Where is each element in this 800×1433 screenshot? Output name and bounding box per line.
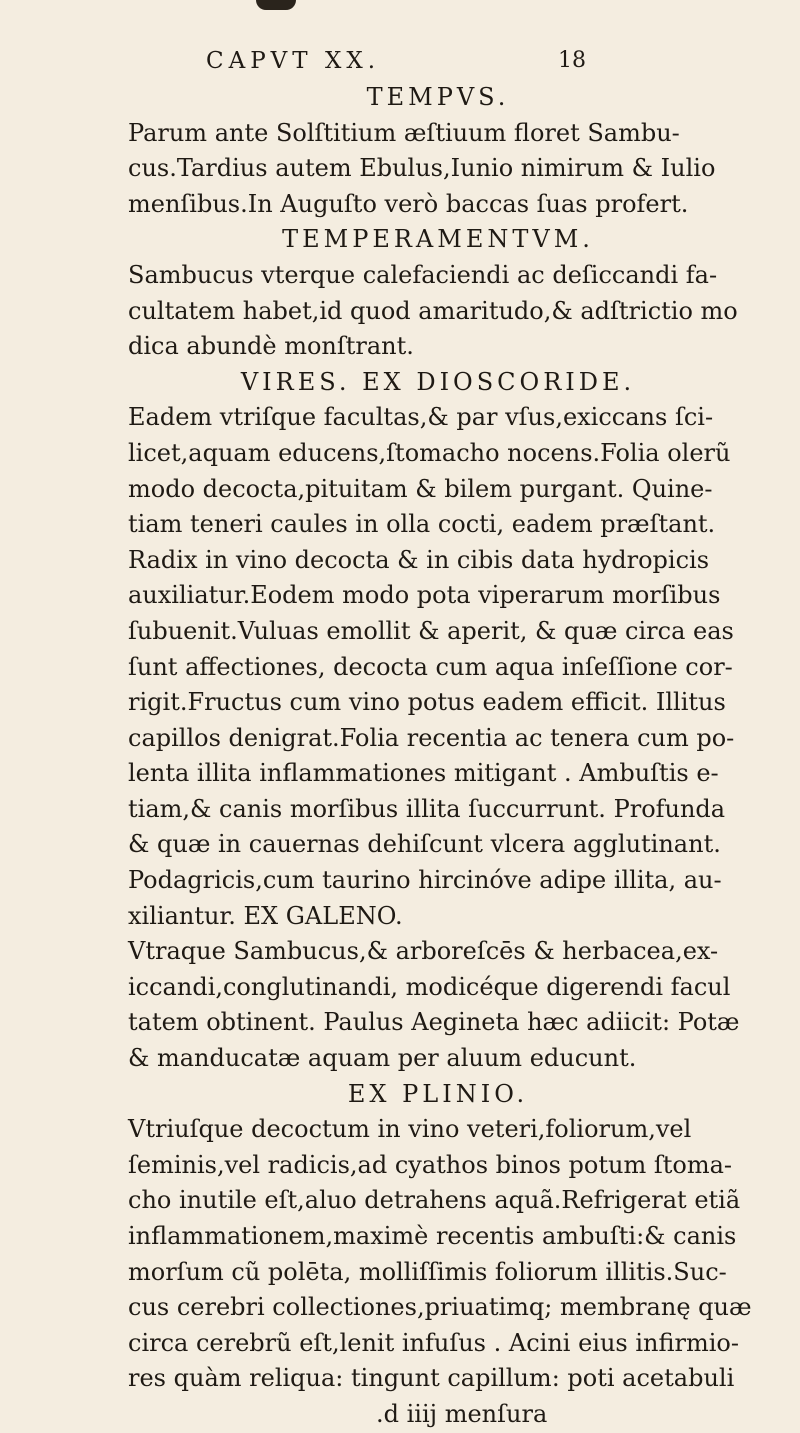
text-line: xiliantur. EX GALENO. bbox=[128, 901, 403, 930]
text-line: ſunt affectiones, decocta cum aqua inſeſſione cor- bbox=[128, 652, 733, 681]
page-text bbox=[128, 80, 752, 1433]
text-line: auxiliatur.Eodem modo pota viperarum morſibus bbox=[128, 581, 721, 610]
text-line: Vtriuſque decoctum in vino veteri,foliorum,vel bbox=[128, 1115, 692, 1144]
text-line: tatem obtinent. Paulus Aegineta hæc adiicit: Potæ bbox=[128, 1008, 740, 1037]
text-line: cho inutile eſt,aluo detrahens aquã.Refrigerat etiã bbox=[128, 1186, 741, 1215]
text-line: ſeminis,vel radicis,ad cyathos binos potum ſtoma- bbox=[128, 1150, 732, 1179]
text-line: Podagricis,cum taurino hircinóve adipe illita, au- bbox=[128, 866, 722, 895]
text-line: circa cerebrũ eſt,lenit infuſus . Acini eius infirmio- bbox=[128, 1328, 739, 1357]
text-line: capillos denigrat.Folia recentia ac tenera cum po- bbox=[128, 723, 735, 752]
text-line: & manducatæ aquam per aluum educunt. bbox=[128, 1044, 637, 1073]
text-line: rigit.Fructus cum vino potus eadem efficit. Illitus bbox=[128, 688, 726, 717]
text-line: cus.Tardius autem Ebulus,Iunio nimirum & Iulio bbox=[128, 154, 716, 183]
text-line: menſibus.In Auguſto verò baccas ſuas profert. bbox=[128, 189, 689, 218]
text-line: Eadem vtriſque facultas,& par vſus,exiccans ſci- bbox=[128, 403, 714, 432]
text-line: cultatem habet,id quod amaritudo,& adſtrictio mo bbox=[128, 296, 738, 325]
page-number: 18 bbox=[558, 48, 586, 73]
signature-catchword: .d iiij menſura bbox=[376, 1399, 548, 1428]
text-line: Sambucus vterque calefaciendi ac deſiccandi fa- bbox=[128, 260, 718, 289]
text-line: inflammationem,maximè recentis ambuſti:& canis bbox=[128, 1222, 737, 1250]
text-line: cus cerebri collectiones,priuatimq; membranę quæ bbox=[128, 1293, 752, 1322]
headpiece-ornament bbox=[256, 0, 296, 10]
section-heading: TEMPERAMENTVM. bbox=[282, 225, 594, 254]
text-line: modo decocta,pituitam & bilem purgant. Quine- bbox=[128, 474, 713, 503]
text-line: tiam teneri caules in olla cocti, eadem præſtant. bbox=[128, 510, 716, 539]
text-line: Parum ante Solſtitium æſtiuum floret Sambu- bbox=[128, 118, 680, 147]
section-heading: TEMPVS. bbox=[366, 83, 510, 111]
text-line: iccandi,conglutinandi, modicéque digerendi facul bbox=[128, 972, 731, 1001]
section-heading: VIRES. EX DIOSCORIDE. bbox=[240, 367, 636, 396]
text-line: morſum cũ polēta, molliſſimis foliorum illitis.Suc- bbox=[128, 1257, 727, 1286]
chapter-title: CAPVT XX. bbox=[206, 48, 381, 74]
text-line: & quæ in cauernas dehiſcunt vlcera agglutinant. bbox=[128, 830, 721, 859]
text-line: dica abundè monſtrant. bbox=[128, 332, 414, 361]
text-line: licet,aquam educens,ſtomacho nocens.Folia olerũ bbox=[128, 438, 731, 467]
text-line: res quàm reliqua: tingunt capillum: poti acetabuli bbox=[128, 1364, 735, 1393]
text-line: Vtraque Sambucus,& arboreſcēs & herbacea,ex- bbox=[128, 937, 719, 966]
text-line: ſubuenit.Vuluas emollit & aperit, & quæ circa eas bbox=[128, 616, 734, 645]
text-line: Radix in vino decocta & in cibis data hydropicis bbox=[128, 545, 710, 574]
running-head bbox=[206, 48, 586, 80]
text-line: lenta illita inflammationes mitigant . Ambuſtis e- bbox=[128, 759, 719, 788]
text-line: tiam,& canis morſibus illita ſuccurrunt. Profunda bbox=[128, 794, 726, 823]
section-heading: EX PLINIO. bbox=[347, 1079, 529, 1108]
